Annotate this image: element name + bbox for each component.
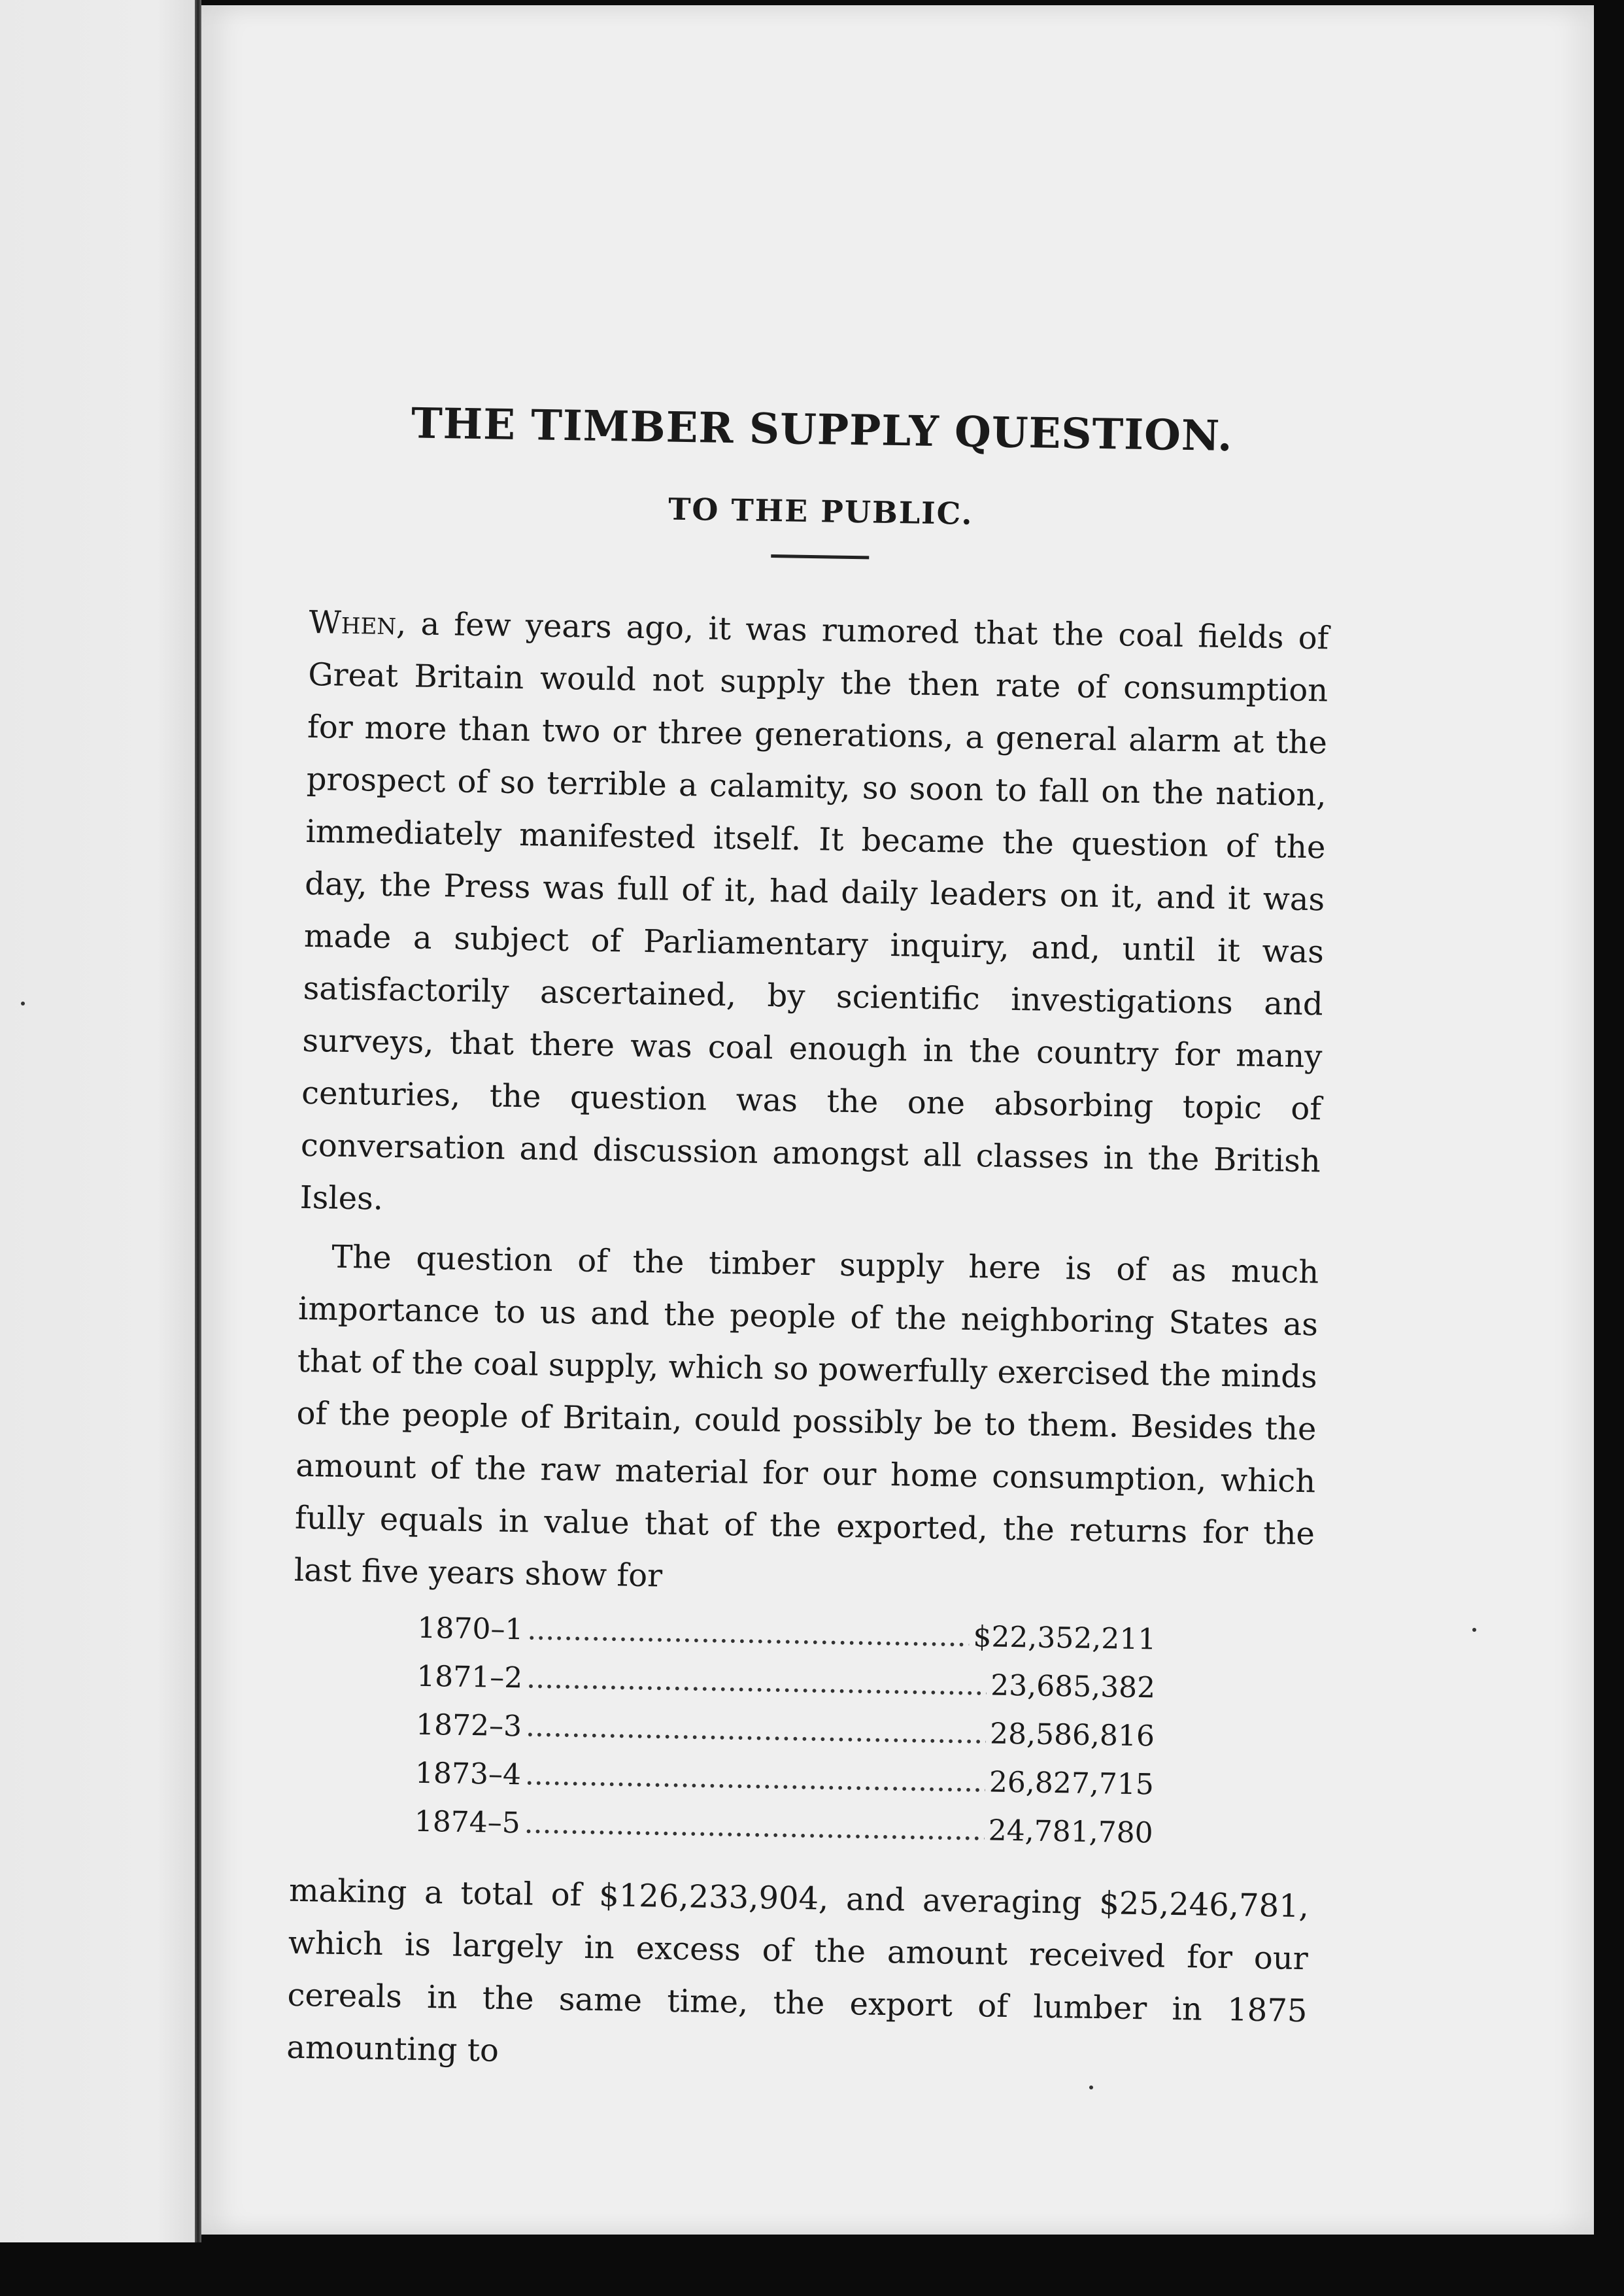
scan-speck xyxy=(21,1002,25,1005)
document-page xyxy=(201,5,1594,2235)
paragraph-2: The question of the timber supply here is of as much importance to us and the people of the neighboring States as that of the coal supply, which so powerfully exercised the minds of the people of Britain, could possibly be to them. Besides the amount of the raw material for our home consumption, which fully equals in value that of the exported, the returns for the last five years show for xyxy=(294,1238,1319,1595)
document-subtitle: TO THE PUBLIC. xyxy=(668,491,973,532)
page-content xyxy=(286,397,1332,2089)
paragraph-1 xyxy=(299,596,1329,1240)
facing-page-edge xyxy=(0,0,196,2242)
returns-value: 23,685,382 xyxy=(990,1668,1156,1705)
paragraph-1-lead-word: When, xyxy=(309,603,407,643)
scan-speck xyxy=(1089,2085,1093,2089)
returns-year: 1873–4 xyxy=(414,1756,522,1792)
returns-value: $22,352,211 xyxy=(973,1620,1157,1657)
leader-dots xyxy=(526,1710,987,1750)
returns-year: 1874–5 xyxy=(414,1804,521,1840)
paragraph-3: making a total of $126,233,904, and averaging $25,246,781, which is largely in excess of the amount received for our cereals in the same time, the export of lumber in 1875 amounting to xyxy=(286,1872,1310,2069)
leader-dots xyxy=(526,1661,987,1702)
book-gutter xyxy=(195,0,201,2242)
scan-speck xyxy=(1472,1628,1476,1632)
leader-dots xyxy=(524,1806,985,1847)
leader-dots xyxy=(525,1758,986,1798)
returns-year: 1872–3 xyxy=(415,1708,522,1744)
returns-table xyxy=(414,1612,1157,1865)
returns-value: 28,586,816 xyxy=(989,1717,1155,1753)
returns-year: 1871–2 xyxy=(416,1659,523,1695)
returns-year: 1870–1 xyxy=(417,1611,524,1647)
returns-value: 26,827,715 xyxy=(989,1765,1155,1802)
returns-value: 24,781,780 xyxy=(988,1814,1154,1850)
document-title: THE TIMBER SUPPLY QUESTION. xyxy=(411,399,1234,462)
leader-dots xyxy=(527,1613,970,1653)
paragraph-1-text: a few years ago, it was rumored that the coal fields of Great Britain would not supply the then rate of consumption for more than two or three generations, a general alarm at the prospect of so terrible a calamity, so soon to fall on the nation, immediately manifested itself. It became the question of the day, the Press was full of it, had daily leaders on it, and it was made a subject of Parliamentary inquiry, and, until it was satisfactorily ascertained, by scientific investigations and surveys, that there was coal enough in the country for many centuries, the question was the one absorbing topic of conversation and discussion amongst all classes in the British Isles. xyxy=(299,605,1329,1217)
title-rule xyxy=(771,554,869,559)
